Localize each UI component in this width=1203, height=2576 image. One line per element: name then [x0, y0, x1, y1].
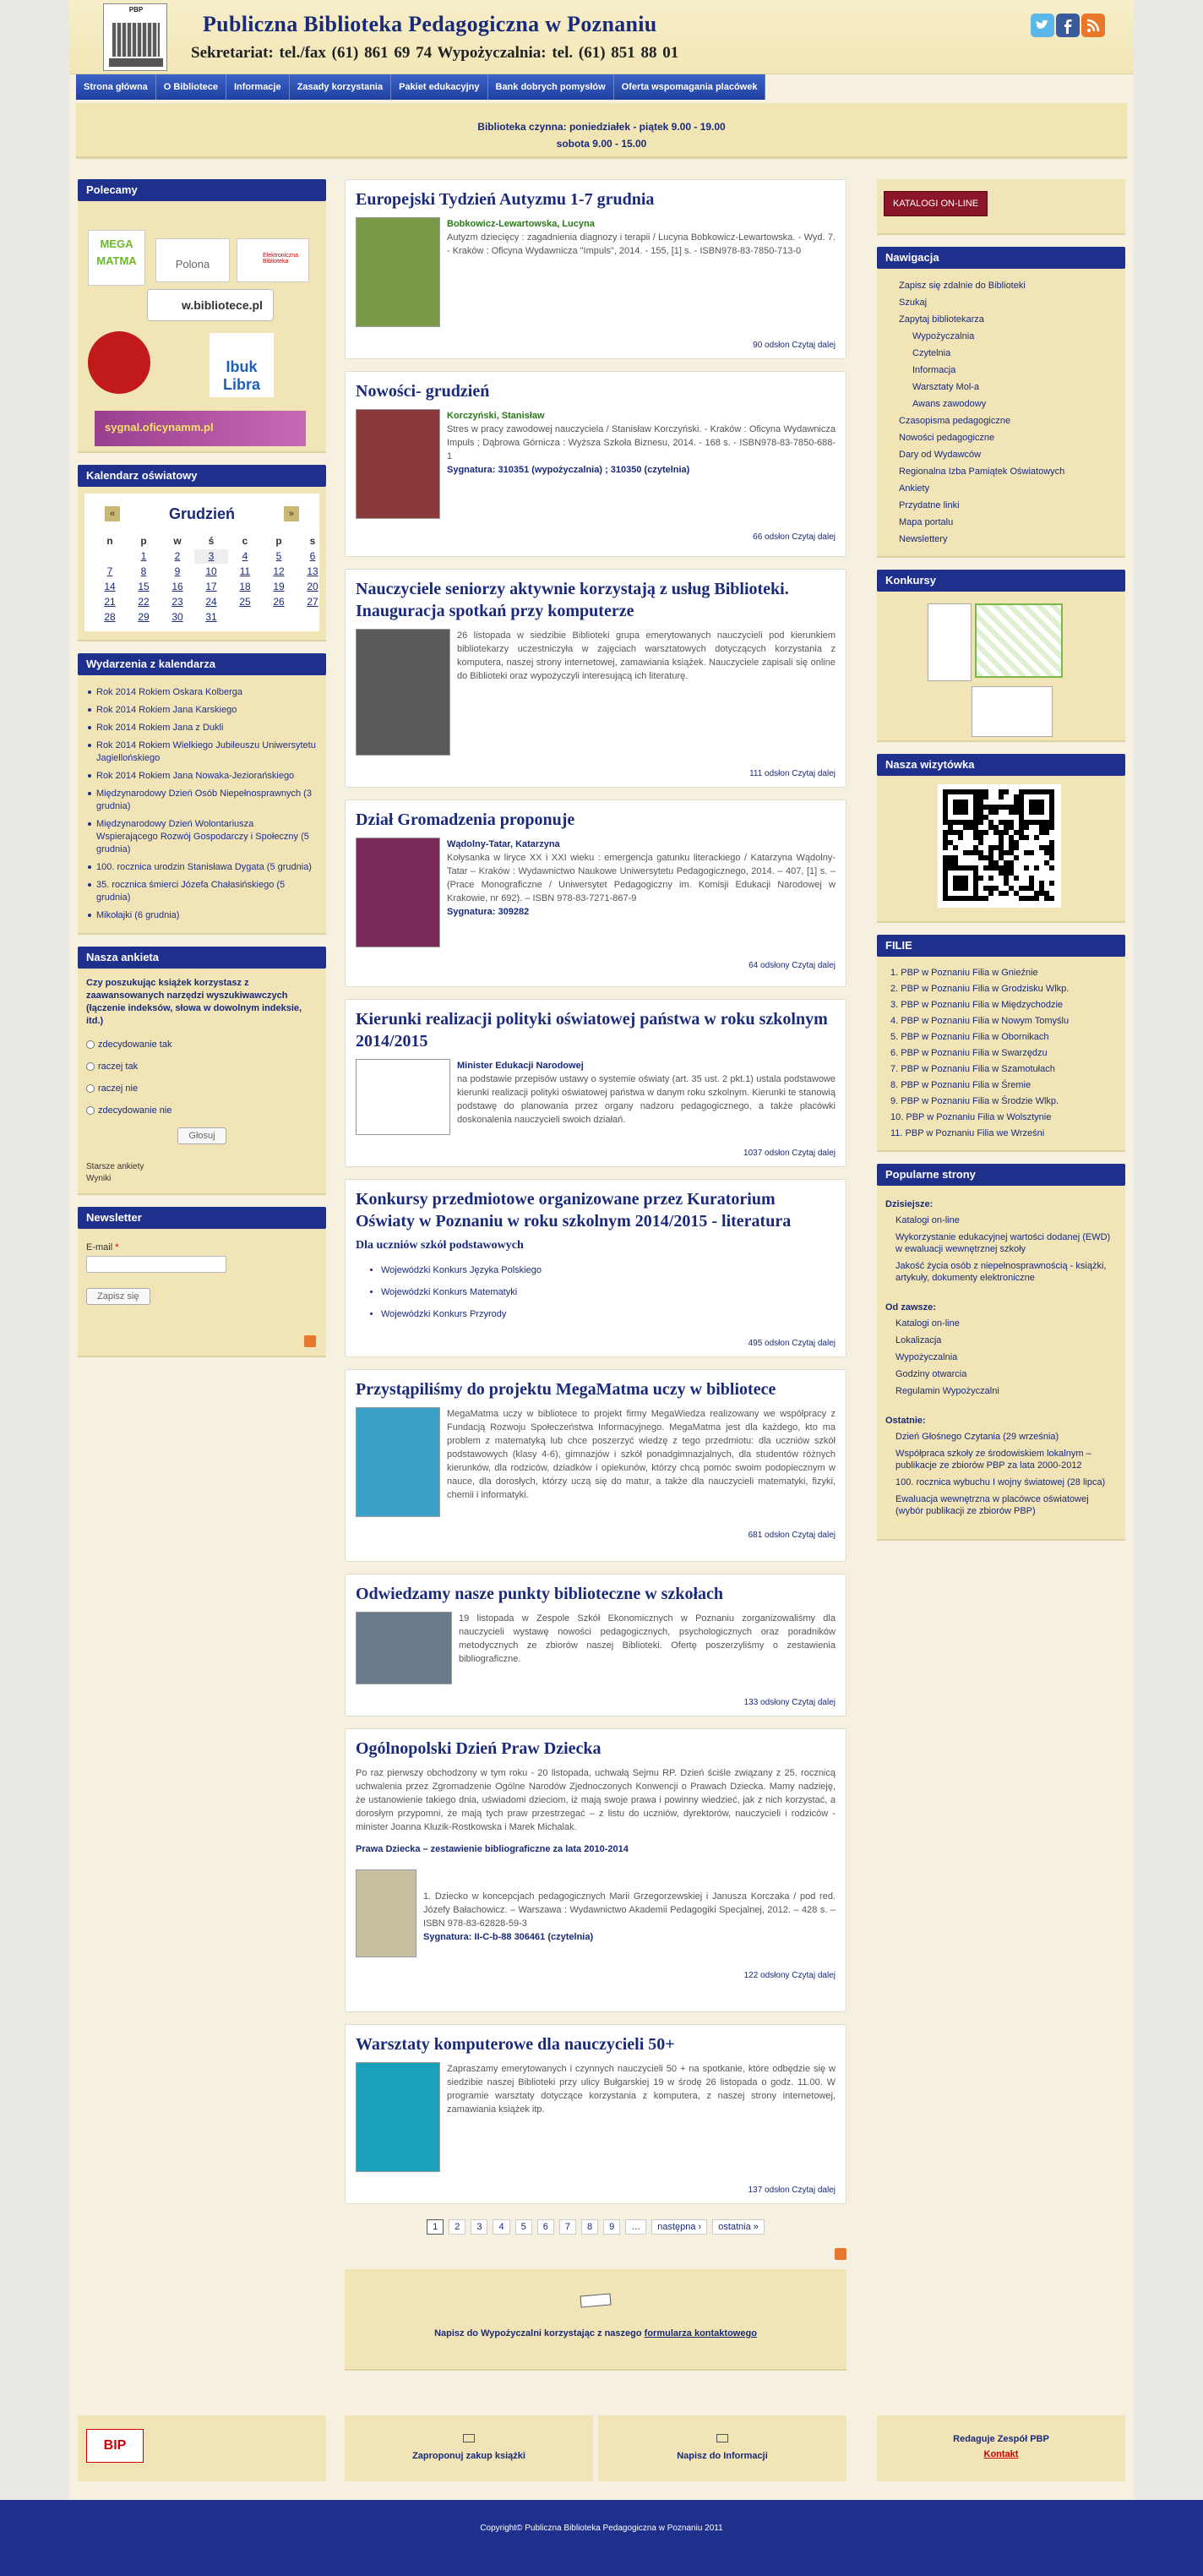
event-link[interactable]: Rok 2014 Rokiem Wielkiego Jubileuszu Uniwersytetu Jagiellońskiego	[86, 737, 318, 767]
news-post	[345, 1574, 846, 1716]
popular-link[interactable]: Godziny otwarcia	[895, 1369, 967, 1379]
popular-section-heading: Od zawsze:	[885, 1302, 936, 1313]
post-thumbnail[interactable]	[356, 629, 450, 756]
events-box	[78, 653, 326, 935]
navigation-title: Nawigacja	[877, 247, 1125, 269]
post-signature: Sygnatura: II-C-b-88 306461 (czytelnia)	[423, 1932, 594, 1942]
business-card-title: Nasza wizytówka	[877, 754, 1125, 776]
contest-poster-1[interactable]	[928, 603, 972, 681]
news-post	[345, 800, 846, 987]
facebook-icon[interactable]	[1056, 14, 1080, 37]
calendar-day[interactable]: 13	[307, 565, 318, 577]
post-meta-read-more[interactable]: 133 odsłony Czytaj dalej	[743, 1698, 836, 1707]
megamatma-banner[interactable]: MEGA MATMA	[88, 230, 145, 286]
polona-banner[interactable]: Polona	[155, 238, 230, 282]
qr-code	[938, 784, 1061, 908]
calendar-day[interactable]: 2	[174, 550, 181, 562]
catalog-box	[877, 179, 1125, 235]
calendar-day	[93, 549, 127, 564]
envelope-icon-2	[716, 2434, 728, 2442]
poll-option[interactable]	[86, 1040, 318, 1050]
contact-box	[345, 2269, 846, 2371]
contests-title: Konkursy	[877, 570, 1125, 592]
post-excerpt: Stres w pracy zawodowej nauczyciela / Stanisław Korczyński. - Kraków : Oficyna Wydawnicza Impuls ; Dąbrowa Górnicza : Wyższa Szkoła Biznesu, 2014. - 168 s. - ISBN978-83-7850-688-1	[447, 424, 836, 461]
editors-text: Redaguje Zespół PBP	[953, 2434, 1049, 2444]
popular-title: Popularne strony	[877, 1164, 1125, 1186]
main-content	[345, 179, 846, 2371]
post-excerpt: 26 listopada w siedzibie Biblioteki grupa emerytowanych nauczycieli pod kierunkiem bibliotekarzy uczestniczyła w zajęciach warsztatowych dotyczących korzystania z komputera, naszej strony internetowej, zamawiania książek. Nauczyciele zapisali się online do Biblioteki oraz wypożyczyli interesującą ich literaturę.	[457, 630, 836, 681]
twitter-icon[interactable]	[1031, 14, 1054, 37]
post-meta-read-more[interactable]: 681 odsłon Czytaj dalej	[748, 1531, 836, 1540]
branches-title: FILIE	[877, 935, 1125, 957]
logo-caption: PBP	[128, 6, 144, 14]
calendar-day-header: p	[275, 535, 282, 547]
ebiblioteka-banner[interactable]: Elektroniczna Biblioteka	[237, 238, 309, 282]
contest-link[interactable]: • Wojewódzki Konkurs Matematyki	[381, 1281, 836, 1303]
post-subtitle[interactable]: Prawa Dziecka – zestawienie bibliograficzne za lata 2010-2014	[356, 1844, 629, 1854]
calendar-day	[296, 610, 329, 625]
email-input[interactable]	[86, 1256, 226, 1273]
branch-link[interactable]: 1. PBP w Poznaniu Filia w Gnieźnie	[890, 968, 1038, 978]
calendar-day[interactable]: 16	[171, 581, 183, 592]
propose-box	[345, 2415, 593, 2481]
page-link[interactable]: 3	[471, 2219, 487, 2235]
post-thumbnail[interactable]	[356, 217, 440, 327]
calendar-day[interactable]: 24	[205, 596, 217, 608]
branch-label: PBP w Poznaniu Filia w Wolsztynie	[906, 1112, 1052, 1122]
post-signature: Sygnatura: 310351 (wypożyczalnia) ; 310350 (czytelnia)	[447, 465, 690, 475]
poll-box	[78, 947, 326, 1195]
poll-option[interactable]	[86, 1083, 318, 1094]
radio-button[interactable]	[86, 1106, 95, 1115]
calendar-day[interactable]: 6	[309, 550, 316, 562]
business-card-box	[877, 754, 1125, 923]
feed-rss-icon[interactable]	[835, 2248, 846, 2260]
page-link[interactable]: 7	[559, 2219, 576, 2235]
post-subtitle: Dla uczniów szkół podstawowych	[356, 1239, 524, 1252]
page	[69, 0, 1134, 2500]
nav-sidebar-link[interactable]: Warsztaty Mol-a	[912, 382, 980, 392]
branch-label: PBP w Poznaniu Filia w Nowym Tomyślu	[901, 1016, 1070, 1026]
rss-icon[interactable]	[1081, 14, 1105, 37]
calendar-day[interactable]: 5	[275, 550, 282, 562]
main-nav	[76, 74, 765, 100]
pencil-icon	[580, 2293, 611, 2307]
branch-label: PBP w Poznaniu Filia w Gnieźnie	[901, 968, 1038, 978]
calendar-day[interactable]: 1	[140, 550, 147, 562]
calendar-day[interactable]: 25	[239, 596, 251, 608]
nav-sidebar-link[interactable]: Czytelnia	[912, 348, 951, 358]
calendar-day[interactable]: 29	[138, 611, 150, 623]
branch-link[interactable]: 9. PBP w Poznaniu Filia w Środzie Wlkp.	[890, 1096, 1059, 1106]
events-title: Wydarzenia z kalendarza	[78, 653, 326, 675]
catalog-online-button[interactable]: KATALOGI ON-LINE	[884, 191, 988, 216]
recommended-title: Polecamy	[78, 179, 326, 201]
poll-results-link[interactable]: Wyniki	[86, 1174, 112, 1183]
post-excerpt: Zapraszamy emerytowanych i czynnych nauczycieli 50 + na spotkanie, które odbędzie się w siedzibie naszej Biblioteki przy ulicy Bułgarskiej 19 w środę 26 listopada o godz. 11.00. W programie warsztaty dotyczące korzystania z komputera, z naszej strony internetowej, zamawiania książek itp.	[447, 2064, 836, 2115]
navigation-box	[877, 247, 1125, 558]
email-label: E-mail	[86, 1242, 113, 1253]
post-excerpt: na podstawie przepisów ustawy o systemie oświaty (art. 35 ust. 2 pkt.1) ustala podstawowe kierunki realizacji polityki oświatowej państwa w danym roku szkolnym. Kierunki te stanowią podstawę do planowania przez organy nadzoru pedagogicznego, a także placówki doskonalenia nauczycieli swoich działań.	[457, 1074, 836, 1125]
write-info-box	[598, 2415, 846, 2481]
calendar-day[interactable]: 18	[239, 581, 251, 592]
calendar-day-header: w	[173, 535, 182, 547]
contest-poster-3[interactable]	[972, 686, 1053, 737]
nav-sidebar-link[interactable]: Wypożyczalnia	[912, 331, 975, 341]
calendar-day[interactable]: 12	[273, 565, 285, 577]
popular-section-heading: Dzisiejsze:	[885, 1199, 934, 1209]
envelope-icon	[463, 2434, 475, 2442]
calendar-day[interactable]: 28	[104, 611, 116, 623]
header	[69, 0, 1134, 74]
calendar-grid	[93, 531, 318, 628]
nav-sidebar-link[interactable]: Zapisz się zdalnie do Biblioteki	[899, 281, 1026, 291]
calendar-day[interactable]: 7	[106, 565, 113, 577]
popular-link[interactable]: Katalogi on-line	[895, 1215, 960, 1225]
branch-label: PBP w Poznaniu Filia w Śremie	[901, 1080, 1032, 1090]
branch-label: PBP w Poznaniu Filia w Obornikach	[901, 1032, 1049, 1042]
branch-link[interactable]: 8. PBP w Poznaniu Filia w Śremie	[890, 1080, 1032, 1090]
event-link[interactable]: Rok 2014 Rokiem Jana Karskiego	[86, 701, 318, 719]
nav-sidebar-link[interactable]: Regionalna Izba Pamiątek Oświatowych	[899, 467, 1065, 477]
calendar-day[interactable]: 22	[138, 596, 150, 608]
calendar-title: Kalendarz oświatowy	[78, 465, 326, 487]
contest-poster-2[interactable]	[975, 603, 1063, 678]
contest-link[interactable]: • Wojewódzki Konkurs Języka Polskiego	[381, 1259, 836, 1281]
branch-link[interactable]: 4. PBP w Poznaniu Filia w Nowym Tomyślu	[890, 1016, 1070, 1026]
branch-link[interactable]: 5. PBP w Poznaniu Filia w Obornikach	[890, 1032, 1049, 1042]
calendar-day[interactable]: 10	[205, 565, 217, 577]
branches-box	[877, 935, 1125, 1152]
poll-option-label: zdecydowanie nie	[98, 1105, 172, 1116]
page-link[interactable]: 5	[515, 2219, 532, 2235]
required-mark: *	[115, 1242, 119, 1253]
bip-box	[78, 2415, 326, 2481]
post-title[interactable]: Dział Gromadzenia proponuje	[356, 810, 575, 829]
page-link[interactable]: …	[625, 2219, 646, 2235]
post-author: Minister Edukacji Narodowej	[457, 1061, 584, 1071]
sygnal-banner[interactable]: sygnal.oficynamm.pl	[95, 411, 306, 446]
propose-book-link[interactable]: Zaproponuj zakup książki	[412, 2451, 525, 2461]
post-author: Bobkowicz-Lewartowska, Lucyna	[447, 219, 595, 229]
post-title[interactable]: Nowości- grudzień	[356, 382, 490, 401]
post-thumbnail[interactable]	[356, 1407, 440, 1517]
page-link[interactable]: 8	[581, 2219, 598, 2235]
post-title[interactable]: Europejski Tydzień Autyzmu 1-7 grudnia	[356, 190, 655, 209]
event-link[interactable]: Międzynarodowy Dzień Osób Niepełnosprawnych (3 grudnia)	[86, 785, 318, 816]
post-meta-read-more[interactable]: 111 odsłon Czytaj dalej	[749, 769, 836, 778]
branch-link[interactable]: 11. PBP w Poznaniu Filia we Wrześni	[890, 1128, 1045, 1138]
calendar-day-header: ś	[208, 535, 215, 547]
branch-link[interactable]: 6. PBP w Poznaniu Filia w Swarzędzu	[890, 1048, 1048, 1058]
branch-label: PBP w Poznaniu Filia w Międzychodzie	[901, 1000, 1064, 1010]
page-link[interactable]: 4	[493, 2219, 509, 2235]
post-title[interactable]: Nauczyciele seniorzy aktywnie korzystają z usług Biblioteki. Inauguracja spotkań przy komputerze	[356, 580, 789, 620]
nav-edu-pack[interactable]: Pakiet edukacyjny	[391, 74, 487, 100]
post-meta-read-more[interactable]: 90 odsłon Czytaj dalej	[753, 341, 836, 350]
popular-list	[877, 1186, 1125, 1539]
branch-link[interactable]: 3. PBP w Poznaniu Filia w Międzychodzie	[890, 1000, 1064, 1010]
older-polls-link[interactable]: Starsze ankiety	[86, 1162, 144, 1171]
nav-about[interactable]: O Bibliotece	[156, 74, 226, 100]
calendar-day[interactable]: 8	[140, 565, 147, 577]
calendar-prev-button[interactable]: «	[105, 506, 120, 521]
news-post	[345, 1728, 846, 2012]
calendar-day[interactable]: 4	[242, 550, 248, 562]
post-title[interactable]: Ogólnopolski Dzień Praw Dziecka	[356, 1739, 602, 1758]
post-meta-read-more[interactable]: 122 odsłony Czytaj dalej	[743, 1971, 836, 1980]
news-post	[345, 2024, 846, 2204]
wbibliotece-banner[interactable]: w.bibliotece.pl	[147, 289, 274, 321]
post-thumbnail[interactable]	[356, 838, 440, 947]
contact-link[interactable]: Kontakt	[983, 2449, 1019, 2459]
nav-ideas-bank[interactable]: Bank dobrych pomysłów	[488, 74, 614, 100]
hours-saturday: sobota 9.00 - 15.00	[556, 138, 647, 150]
opening-hours	[76, 103, 1127, 159]
post-meta-read-more[interactable]: 64 odsłony Czytaj dalej	[748, 961, 836, 970]
branch-link[interactable]: 10. PBP w Poznaniu Filia w Wolsztynie	[890, 1112, 1052, 1122]
calendar-day	[262, 610, 296, 625]
editors-box	[877, 2415, 1125, 2481]
nav-sidebar-link[interactable]: Newslettery	[899, 534, 948, 544]
calendar-day[interactable]: 3	[194, 549, 228, 564]
nav-sidebar-link[interactable]: Czasopisma pedagogiczne	[899, 416, 1011, 426]
branch-label: PBP w Poznaniu Filia w Swarzędzu	[901, 1048, 1048, 1058]
poll-option-label: raczej nie	[98, 1083, 139, 1094]
book-entry: 1. Dziecko w koncepcjach pedagogicznych Marii Grzegorzewskiej i Janusza Korczaka / pod red. Józefy Bałachowicz. – Warszawa : Wydawnictwo Akademii Pedagogiki Specjalnej, 2012. – 428 s. – ISBN 978-83-62828-59-3	[423, 1891, 836, 1929]
pagination	[345, 2216, 846, 2248]
copyright: Copyright© Publiczna Biblioteka Pedagogiczna w Poznaniu 2011	[480, 2524, 723, 2533]
calendar-box	[78, 465, 326, 641]
branches-list	[877, 957, 1125, 1150]
poll-title: Nasza ankieta	[78, 947, 326, 969]
calendar-day[interactable]: 26	[273, 596, 285, 608]
radio-button[interactable]	[86, 1084, 95, 1093]
post-title[interactable]: Przystąpiliśmy do projektu MegaMatma uczy w bibliotece	[356, 1380, 776, 1399]
post-excerpt: Autyzm dziecięcy : zagadnienia diagnozy i terapii / Lucyna Bobkowicz-Lewartowska. - Wyd. 7. - Kraków : Oficyna Wydawnicza "Impuls", 2014. - 155, [1] s. - ISBN978-83-7850-713-0	[447, 232, 836, 256]
poll-option-label: raczej tak	[98, 1062, 139, 1072]
contests-box	[877, 570, 1125, 742]
popular-link[interactable]: Regulamin Wypożyczalni	[895, 1386, 999, 1396]
popular-section-heading: Ostatnie:	[885, 1416, 926, 1426]
subscribe-button[interactable]: Zapisz się	[86, 1288, 150, 1305]
news-post	[345, 179, 846, 359]
nav-sidebar-link[interactable]: Awans zawodowy	[912, 399, 987, 409]
nav-sidebar-link[interactable]: Zapytaj bibliotekarza	[899, 314, 984, 325]
nav-sidebar-link[interactable]: Informacja	[912, 365, 956, 375]
page-link[interactable]: 9	[603, 2219, 620, 2235]
calendar-day-header: n	[106, 535, 113, 547]
contact-form-link[interactable]: formularza kontaktowego	[644, 2328, 757, 2339]
event-link[interactable]: Rok 2014 Rokiem Jana Nowaka-Jeziorańskiego	[86, 767, 318, 785]
post-thumbnail[interactable]	[356, 1059, 450, 1135]
nav-info[interactable]: Informacje	[226, 74, 290, 100]
nav-sidebar-link[interactable]: Dary od Wydawców	[899, 450, 982, 460]
news-post	[345, 1179, 846, 1357]
calendar-day[interactable]: 9	[174, 565, 181, 577]
right-sidebar	[877, 179, 1125, 1553]
popular-link[interactable]: Jakość życia osób z niepełnosprawnością - książki, artykuły, dokumenty elektroniczne	[895, 1261, 1107, 1283]
ibuk-banner[interactable]: Ibuk Libra	[210, 333, 274, 397]
calendar-day[interactable]: 20	[307, 581, 318, 592]
page-link[interactable]: następna ›	[651, 2219, 707, 2235]
radio-button[interactable]	[86, 1040, 95, 1049]
post-author: Wądolny-Tatar, Katarzyna	[447, 839, 560, 849]
post-meta-read-more[interactable]: 66 odsłon Czytaj dalej	[753, 532, 836, 542]
branch-label: PBP w Poznaniu Filia w Grodzisku Wlkp.	[901, 984, 1070, 994]
calendar-day-header: c	[242, 535, 248, 547]
poll-question: Czy poszukując książek korzystasz z zaawansowanych narzędzi wyszukiwawczych (łączenie indeksów, słowa w dowolnym indeksie, itd.)	[86, 978, 302, 1026]
nav-sidebar-link[interactable]: Ankiety	[899, 483, 930, 494]
calendar-day-header: p	[140, 535, 147, 547]
post-title[interactable]: Kierunki realizacji polityki oświatowej państwa w roku szkolnym 2014/2015	[356, 1010, 828, 1051]
site-title[interactable]: Publiczna Biblioteka Pedagogiczna w Poznaniu	[203, 12, 657, 36]
branch-label: PBP w Poznaniu Filia w Środzie Wlkp.	[901, 1096, 1059, 1106]
post-title[interactable]: Odwiedzamy nasze punkty biblioteczne w szkołach	[356, 1585, 724, 1603]
popular-link[interactable]: Lokalizacja	[895, 1335, 942, 1345]
branch-link[interactable]: 2. PBP w Poznaniu Filia w Grodzisku Wlkp.	[890, 984, 1070, 994]
post-excerpt: Po raz pierwszy obchodzony w tym roku - 20 listopada, uchwałą Sejmu RP. Dzień ściśle związany z 25. rocznicą uchwalenia przez Zgromadzenie Ogólne Narodów Zjednoczonych Konwencji o Prawach Dziecka. Mamy nadzieję, że ustanowienie takiego dnia, uświadomi dzieciom, iż mają swoje prawa i powinny wiedzieć, jak z nich korzystać, a dorosłym przypomni, że mają tych praw przestrzegać – z listu do uczniów, dyrektorów, nauczycieli i rodziców - minister Joanna Kluzik-Rostkowska i Marek Michalak.	[356, 1768, 836, 1832]
calendar-day[interactable]: 11	[239, 565, 251, 577]
calendar	[84, 494, 319, 631]
write-info-link[interactable]: Napisz do Informacji	[677, 2451, 768, 2461]
post-author: Korczyński, Stanisław	[447, 411, 545, 421]
post-meta-read-more[interactable]: 1037 odsłon Czytaj dalej	[743, 1149, 836, 1158]
left-sidebar	[78, 179, 326, 1369]
radio-button[interactable]	[86, 1062, 95, 1071]
popular-link[interactable]: Katalogi on-line	[895, 1318, 960, 1329]
nav-sidebar-link[interactable]: Nowości pedagogiczne	[899, 433, 995, 443]
events-list	[86, 684, 318, 925]
post-excerpt: MegaMatma uczy w bibliotece to projekt firmy MegaWiedza realizowany we współpracy z Fundacją Rozwoju Społeczeństwa Informacyjnego. MegaMatma jest dla każdego, kto ma problem z matematyką lub chce poszerzyć wiedzę z tego przedmiotu: dla uczniów szkół podstawowych (klasy 4-6), gimnazjów i szkół ponadgimnazjalnych, dla studentów różnych kierunków, dla rodziców, dziadków i opiekunów, którzy chcą pomóc swoim podopiecznym w nauce, dla dorosłych, którzy uczą się do matur, a także dla nauczycieli matematyki, fizyki, chemii i informatyki.	[447, 1409, 836, 1500]
calendar-day[interactable]: 27	[307, 596, 318, 608]
post-thumbnail[interactable]	[356, 1612, 452, 1684]
poll-option[interactable]	[86, 1105, 318, 1116]
post-signature: Sygnatura: 309282	[447, 907, 530, 917]
branch-label: PBP w Poznaniu Filia we Wrześni	[905, 1128, 1045, 1138]
news-post	[345, 371, 846, 557]
calendar-day[interactable]: 30	[171, 611, 183, 623]
post-title[interactable]: Warsztaty komputerowe dla nauczycieli 50+	[356, 2035, 675, 2054]
newsletter-box	[78, 1207, 326, 1357]
news-post	[345, 569, 846, 788]
news-post	[345, 999, 846, 1167]
event-link[interactable]: Międzynarodowy Dzień Wolontariusza Wspierającego Rozwój Gospodarczy i Społeczny (5 grudnia)	[86, 816, 318, 859]
popular-box	[877, 1164, 1125, 1541]
event-link[interactable]: 35. rocznica śmierci Józefa Chałasińskiego (5 grudnia)	[86, 876, 318, 907]
nav-support-offer[interactable]: Oferta wspomagania placówek	[614, 74, 766, 100]
branch-label: PBP w Poznaniu Filia w Szamotułach	[901, 1064, 1055, 1074]
nav-home[interactable]: Strona główna	[76, 74, 156, 100]
calendar-month: Grudzień	[168, 505, 235, 522]
post-excerpt: Kołysanka w liryce XX i XXI wieku : emergencja gatunku literackiego / Katarzyna Wądolny-Tatar – Kraków : Wydawnictwo Naukowe Uniwersytetu Pedagogicznego, 2014. – 407, [1] s. – (Prace Monograficzne / Uniwersytet Pedagogiczny im. Komisji Edukacji Narodowej w Krakowie, nr 692). – ISBN 978-83-7271-867-9	[447, 853, 836, 903]
post-thumbnail[interactable]	[356, 409, 440, 519]
newsletter-rss-icon[interactable]	[304, 1335, 316, 1347]
calendar-day[interactable]: 31	[205, 611, 217, 623]
page-link[interactable]: ostatnia »	[712, 2219, 765, 2235]
calendar-day[interactable]: 14	[104, 581, 116, 592]
event-link[interactable]: Mikołajki (6 grudnia)	[86, 907, 318, 925]
post-thumbnail[interactable]	[356, 1869, 416, 1957]
red-circle-banner[interactable]	[88, 331, 150, 394]
calendar-day[interactable]: 21	[104, 596, 116, 608]
event-link[interactable]: 100. rocznica urodzin Stanisława Dygata (5 grudnia)	[86, 859, 318, 876]
newsletter-title: Newsletter	[78, 1207, 326, 1229]
popular-link[interactable]: 100. rocznica wybuchu I wojny światowej (28 lipca)	[895, 1477, 1106, 1487]
footer	[0, 2500, 1203, 2576]
recommended-box	[78, 179, 326, 453]
calendar-day[interactable]: 23	[171, 596, 183, 608]
calendar-day[interactable]: 17	[205, 581, 217, 592]
calendar-day[interactable]: 19	[273, 581, 285, 592]
news-post	[345, 1369, 846, 1562]
contest-link[interactable]: • Wojewódzki Konkurs Przyrody	[381, 1303, 836, 1325]
poll-option-label: zdecydowanie tak	[98, 1040, 172, 1050]
post-meta-read-more[interactable]: 495 odsłon Czytaj dalej	[748, 1339, 836, 1348]
branch-link[interactable]: 7. PBP w Poznaniu Filia w Szamotułach	[890, 1064, 1055, 1074]
site-phones: Sekretariat: tel./fax (61) 861 69 74 Wypożyczalnia: tel. (61) 851 88 01	[191, 44, 679, 62]
contact-text: Napisz do Wypożyczalni korzystając z naszego	[434, 2328, 642, 2339]
post-title[interactable]: Konkursy przedmiotowe organizowane przez Kuratorium Oświaty w Poznaniu w roku szkolnym 2014/2015 - literatura	[356, 1190, 792, 1231]
event-link[interactable]: Rok 2014 Rokiem Jana z Dukli	[86, 719, 318, 737]
event-link[interactable]: Rok 2014 Rokiem Oskara Kolberga	[86, 684, 318, 701]
nav-rules[interactable]: Zasady korzystania	[290, 74, 392, 100]
page-link[interactable]: 6	[537, 2219, 554, 2235]
popular-link[interactable]: Dzień Głośnego Czytania (29 września)	[895, 1432, 1059, 1442]
nav-sidebar-link[interactable]: Przydatne linki	[899, 500, 960, 510]
calendar-day[interactable]: 15	[138, 581, 150, 592]
poll-options	[86, 1040, 318, 1116]
popular-link[interactable]: Wypożyczalnia	[895, 1352, 958, 1362]
nav-sidebar-link[interactable]: Mapa portalu	[899, 517, 954, 527]
popular-link[interactable]: Ewaluacja wewnętrzna w placówce oświatowej (wybór publikacji ze zbiorów PBP)	[895, 1494, 1089, 1516]
calendar-day-header: s	[309, 535, 316, 547]
page-link[interactable]: 1	[427, 2219, 444, 2235]
poll-option[interactable]	[86, 1062, 318, 1072]
post-meta-read-more[interactable]: 137 odsłon Czytaj dalej	[748, 2186, 836, 2195]
library-logo[interactable]	[103, 3, 167, 71]
vote-button[interactable]: Głosuj	[177, 1127, 226, 1144]
hours-weekdays: Biblioteka czynna: poniedziałek - piątek 9.00 - 19.00	[477, 121, 726, 133]
popular-link[interactable]: Wykorzystanie edukacyjnej wartości dodanej (EWD) w ewaluacji wewnętrznej szkoły	[895, 1232, 1111, 1254]
calendar-next-button[interactable]: »	[284, 506, 299, 521]
nav-sidebar-link[interactable]: Szukaj	[899, 297, 928, 308]
bip-logo[interactable]: BIP	[86, 2429, 144, 2463]
page-link[interactable]: 2	[449, 2219, 465, 2235]
post-excerpt: 19 listopada w Zespole Szkół Ekonomicznych w Poznaniu zorganizowaliśmy dla nauczycieli wystawę nowości pedagogicznych, psychologicznych oraz poradników metodycznych ze zbiorów naszej Biblioteki. Ofertę poszerzyliśmy o zestawienia bibliograficzne.	[459, 1613, 836, 1664]
navigation-list	[877, 269, 1125, 556]
calendar-day	[228, 610, 262, 625]
popular-link[interactable]: Współpraca szkoły ze środowiskiem lokalnym – publikacje ze zbiorów PBP za lata 2000-2012	[895, 1449, 1091, 1471]
post-thumbnail[interactable]	[356, 2062, 440, 2172]
